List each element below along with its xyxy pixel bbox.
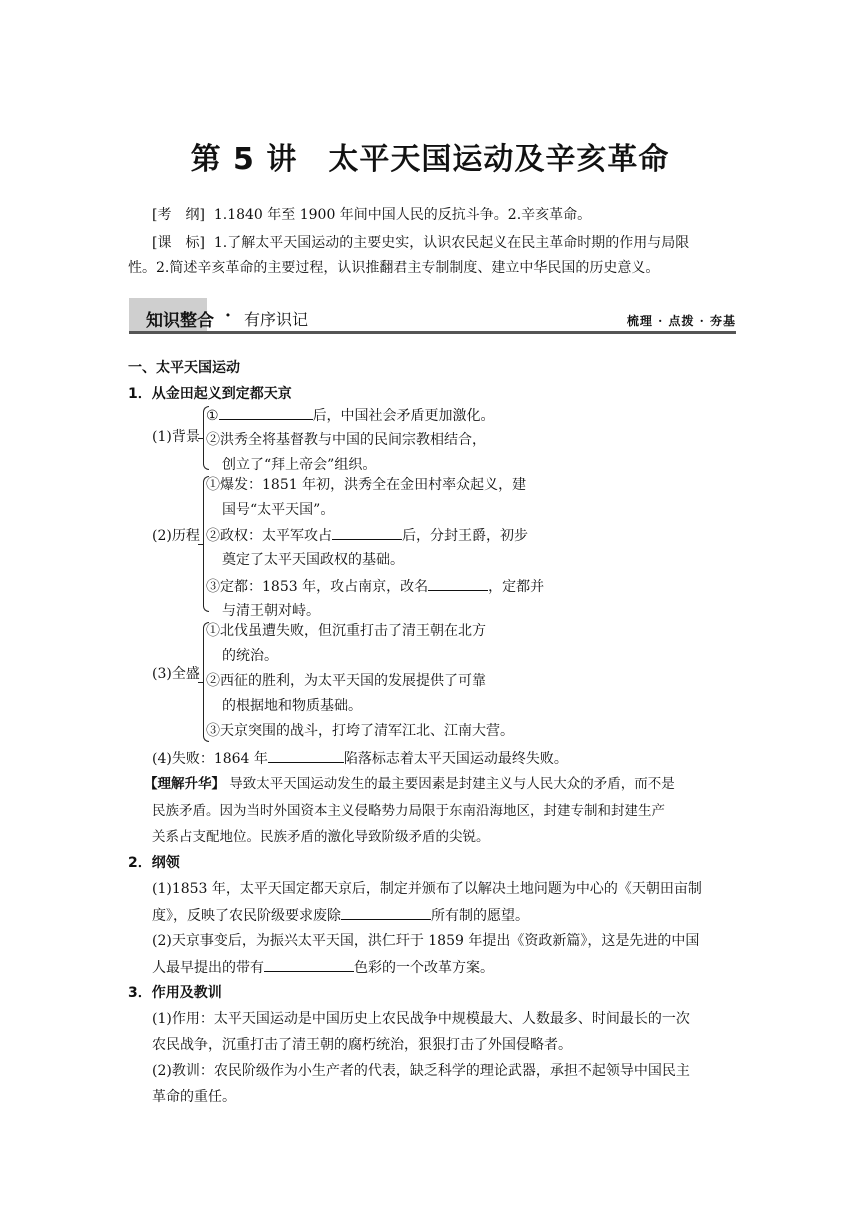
lc-label: (2)历程 (152, 528, 200, 544)
bg-item-2-line1: ②洪秀全将基督教与中国的民间宗教相结合， (206, 432, 486, 448)
bg-item-2-line2: 创立了“拜上帝会”组织。 (222, 457, 377, 473)
lj-tag: 【理解升华】 (144, 776, 225, 792)
lc-item-2-line1: ②政权：太平军攻占 后，分封王爵，初步 (206, 525, 528, 546)
page-title: 第 5 讲 太平天国运动及辛亥革命 (190, 142, 670, 177)
lc-item-3-line2: 与清王朝对峙。 (222, 603, 320, 619)
kaogang-text: 1.1840 年至 1900 年间中国人民的反抗斗争。2.辛亥革命。 (213, 207, 592, 223)
section-banner (129, 298, 736, 336)
banner-subtitle: 有序识记 (244, 310, 309, 329)
qs-item-2-line2: 的根据地和物质基础。 (222, 698, 362, 714)
qs-item-1-line1: ①北伐虽遭失败，但沉重打击了清王朝在北方 (206, 623, 486, 639)
lj-line1: 【理解升华】 导致太平天国运动发生的最主要因素是封建主义与人民大众的矛盾，而不是 (144, 776, 675, 792)
sb-line: (4)失败：1864 年 陷落标志着太平天国运动最终失败。 (152, 748, 568, 769)
kaogang-label: [考 纲] (152, 207, 205, 223)
gl2-line1: (2)天京事变后，为振兴太平天国，洪仁玕于 1859 年提出《资政新篇》，这是先进的中国 (152, 933, 700, 949)
lj-line2: 民族矛盾。因为当时外国资本主义侵略势力局限于东南沿海地区，封建专制和封建生产 (152, 803, 665, 819)
banner-rule (129, 331, 736, 334)
bg-item-1: ① 后，中国社会矛盾更加激化。 (206, 405, 495, 426)
gl2-line2: 人最早提出的带有 色彩的一个改革方案。 (152, 957, 494, 978)
lj-line3: 关系占支配地位。民族矛盾的激化导致阶级矛盾的尖锐。 (152, 829, 490, 845)
subheading-1: 1．从金田起义到定都天京 (128, 386, 292, 402)
lc-item-2-line2: 奠定了太平天国政权的基础。 (222, 552, 404, 568)
kebiao-text1: 1.了解太平天国运动的主要史实，认识农民起义在民主革命时期的作用与局限 (213, 235, 690, 251)
jx-line2: 革命的重任。 (152, 1089, 236, 1105)
banner-right-label: 梳理 · 点拨 · 夯基 (626, 314, 736, 328)
jx-line1: (2)教训：农民阶级作为小生产者的代表，缺乏科学的理论武器，承担不起领导中国民主 (152, 1063, 690, 1079)
qs-item-1-line2: 的统治。 (222, 648, 278, 664)
section-heading: 一、太平天国运动 (128, 360, 240, 376)
kaogang-line (152, 205, 591, 225)
lc-item-1-line1: ①爆发：1851 年初，洪秀全在金田村率众起义，建 (206, 477, 527, 493)
subheading-3: 3．作用及教训 (128, 985, 222, 1001)
zy-line1: (1)作用：太平天国运动是中国历史上农民战争中规模最大、人数最多、时间最长的一次 (152, 1011, 690, 1027)
gl1-line1: (1)1853 年，太平天国定都天京后，制定并颁布了以解决土地问题为中心的《天朝田亩制 (152, 881, 702, 897)
kebiao-line1 (152, 233, 689, 253)
lc-item-3-line1: ③定都：1853 年，攻占南京，改名 ，定都并 (206, 576, 544, 597)
kebiao-label: [课 标] (152, 235, 205, 251)
subheading-2: 2．纲领 (128, 855, 180, 871)
kebiao-text2: 性。2.简述辛亥革命的主要过程，认识推翻君主专制制度、建立中华民国的历史意义。 (128, 260, 660, 276)
lc-item-1-line2: 国号“太平天国”。 (222, 502, 335, 518)
qs-item-3: ③天京突围的战斗，打垮了清军江北、江南大营。 (206, 723, 514, 739)
banner-dot: · (225, 306, 231, 326)
qs-label: (3)全盛 (152, 666, 200, 682)
bg-label: (1)背景 (152, 429, 200, 445)
qs-item-2-line1: ②西征的胜利，为太平天国的发展提供了可靠 (206, 673, 486, 689)
zy-line2: 农民战争，沉重打击了清王朝的腐朽统治，狠狠打击了外国侵略者。 (152, 1037, 572, 1053)
banner-main-title: 知识整合 (146, 311, 214, 331)
gl1-line2: 度》，反映了农民阶级要求废除 所有制的愿望。 (152, 905, 529, 926)
